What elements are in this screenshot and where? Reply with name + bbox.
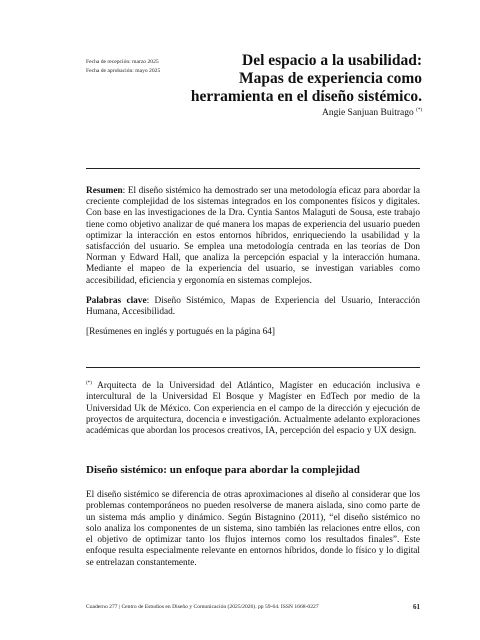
- abstract-top-rule: [86, 168, 420, 169]
- author: [172, 108, 422, 118]
- section-paragraph: El diseño sistémico se diferencia de otras aproximaciones al diseño al considerar que los problemas contemporáneos no pueden resolverse de manera aislada, sino como parte de un sistema más amplio y dinámico. Según Bistagnino (2011), “el diseño sistémico no solo analiza los componentes de un sistema, sino también las relaciones entre ellos, con el objetivo de optimizar tanto los flujos internos como los resultados finales”. Este enfoque resulta especialmente relevante en entornos híbridos, donde lo físico y lo digital se entrelazan constantemente.: [86, 490, 420, 568]
- title-block: [172, 52, 422, 118]
- abstract-text: : El diseño sistémico ha demostrado ser una metodología eficaz para abordar la creciente complejidad de los sistemas integrados en los componentes físicos y digitales. Con base en las investigaciones de la Dra. Cyntia Santos Malaguti de Sousa, este trabajo tiene como objetivo analizar de qué manera los mapas de experiencia del usuario pueden optimizar la interacción en estos entornos híbridos, enriqueciendo la usabilidad y la satisfacción del usuario. Se emplea una metodología centrada en las teorías de Don Norman y Edward Hall, que analiza la percepción espacial y la interacción humana. Mediante el mapeo de la experiencia del usuario, se investigan variables como accesibilidad, eficiencia y ergonomía en sistemas complejos.: [86, 186, 420, 286]
- title-line-2: Mapas de experiencia como: [239, 70, 422, 87]
- body-section: [86, 464, 420, 569]
- keywords-paragraph: [86, 296, 420, 318]
- publication-dates: [86, 58, 160, 76]
- footnote-text: Arquitecta de la Universidad del Atlántico, Magíster en educación inclusiva e intercultural de la Universidad El Bosque y Magíster en EdTech por medio de la Universidad Uk de México. Con experiencia en el campo de la dirección y ejecución de proyectos de arquitectura, docencia e investigación. Actualmente adelanto exploraciones académicas que abordan los procesos creativos, IA, percepción del espacio y UX design.: [86, 381, 420, 436]
- author-name: Angie Sanjuan Buitrago: [321, 108, 414, 119]
- received-date: Fecha de recepción: marzo 2025: [86, 59, 159, 65]
- page-footer: [86, 604, 420, 610]
- article-title: [172, 52, 422, 106]
- author-footnote: [86, 378, 420, 437]
- abstract-paragraph: [86, 186, 420, 287]
- abstract-bottom-rule: [86, 367, 420, 368]
- page-number: 61: [413, 603, 420, 611]
- footnote-mark: (*): [86, 381, 92, 386]
- approved-date: Fecha de aprobación: mayo 2025: [86, 68, 161, 74]
- abstract-block: [86, 186, 420, 347]
- author-footnote-mark: (*): [416, 108, 422, 113]
- summaries-note: [Resúmenes en inglés y portugués en la página 64]: [86, 327, 275, 338]
- title-line-1: Del espacio a la usabilidad:: [242, 52, 422, 69]
- abstract-label: Resumen: [86, 186, 123, 196]
- section-heading: Diseño sistémico: un enfoque para abordar la complejidad: [86, 464, 360, 476]
- keywords-label: Palabras clave: [86, 295, 147, 306]
- keywords-text: : Diseño Sistémico, Mapas de Experiencia del Usuario, Interacción Humana, Accesibilidad.: [86, 295, 420, 318]
- footer-citation: Cuaderno 277 | Centro de Estudios en Diseño y Comunicación (2025/2026). pp 59-64. ISSN 1668-0227: [86, 604, 319, 610]
- title-line-3: herramienta en el diseño sistémico.: [190, 88, 422, 105]
